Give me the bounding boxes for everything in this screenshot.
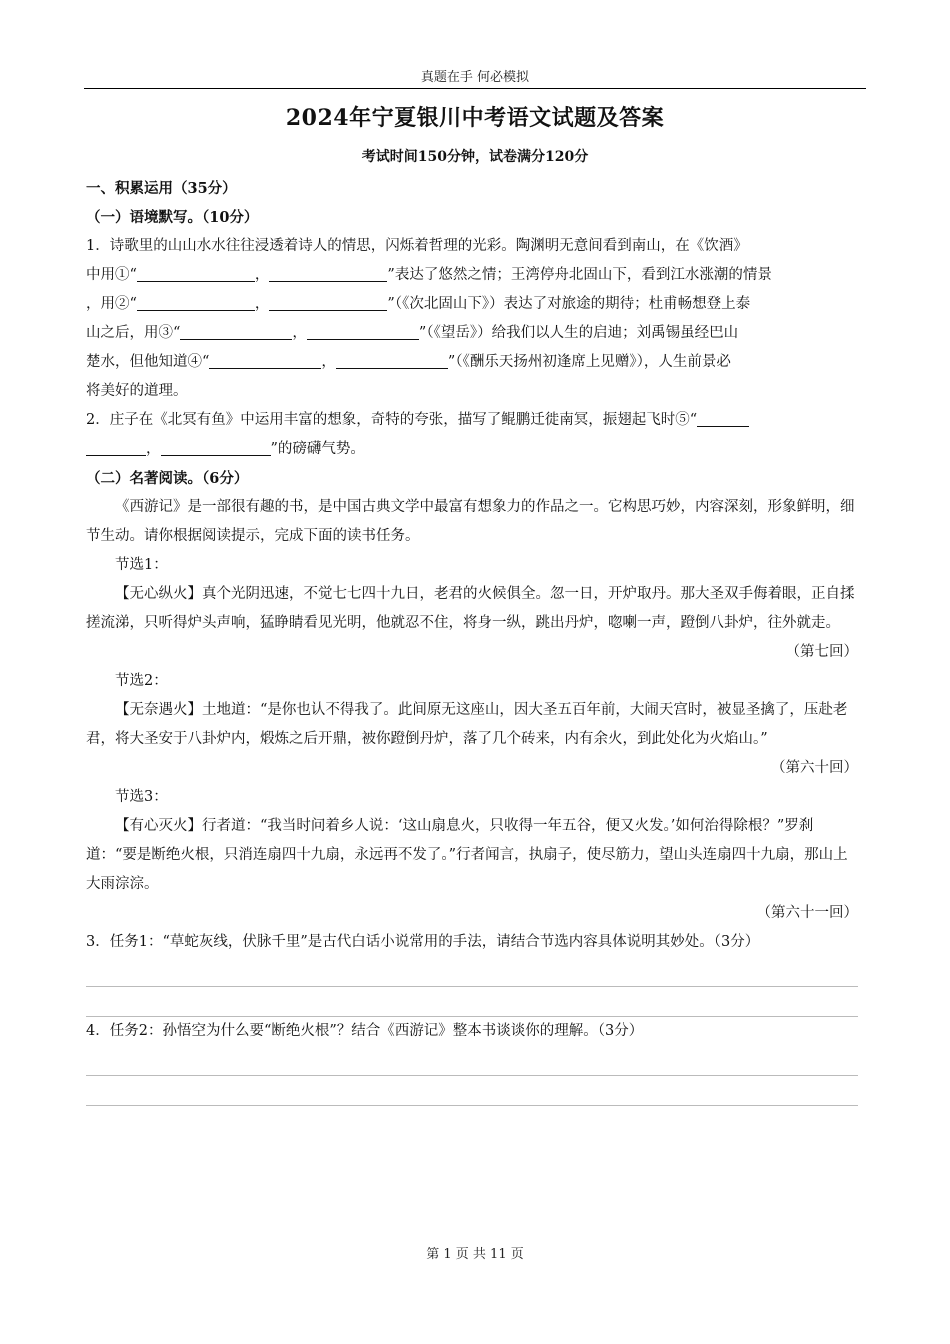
question-1-line-6: 将美好的道理。 — [86, 383, 188, 399]
answer-line[interactable] — [86, 987, 858, 1017]
answer-blank[interactable] — [137, 263, 255, 282]
header-rule — [84, 88, 866, 89]
question-1-line-4: 山之后，用③“ ， ”（《望岳》）给我们以人生的启迪；刘禹锡虽经巴山 — [86, 319, 858, 348]
question-2-line-1: 2．庄子在《北冥有鱼》中运用丰富的想象，奇特的夸张，描写了鲲鹏迁徙南冥，振翅起飞时⑤“ — [86, 406, 858, 435]
exam-body — [86, 174, 858, 1106]
answer-blank[interactable] — [180, 321, 292, 340]
question-4: 4．任务2：孙悟空为什么要“断绝火根”？结合《西游记》整本书谈谈你的理解。（3分） — [86, 1023, 644, 1039]
reading-intro: 《西游记》是一部很有趣的书，是中国古典文学中最富有想象力的作品之一。它构思巧妙，内容深刻，形象鲜明，细节生动。请你根据阅读提示，完成下面的读书任务。 — [86, 499, 855, 544]
excerpt-1-label: 节选1： — [115, 557, 168, 573]
question-1-line-2: 中用①“ ， ”表达了悠然之情；王湾停舟北固山下，看到江水涨潮的情景 — [86, 261, 858, 290]
answer-blank[interactable] — [269, 292, 387, 311]
question-2-line-2: ， ”的磅礴气势。 — [86, 435, 858, 464]
answer-blank[interactable] — [307, 321, 419, 340]
exam-info: 考试时间150分钟，试卷满分120分 — [361, 149, 589, 165]
part-heading-dictation: （一）语境默写。（10分） — [86, 209, 259, 226]
section-heading: 一、积累运用（35分） — [86, 180, 237, 197]
question-1-line-5: 楚水，但他知道④“ ， ”（《酬乐天扬州初逢席上见赠》），人生前景必 — [86, 348, 858, 377]
excerpt-1-source: （第七回） — [785, 644, 858, 660]
page-header: 真题在手 何必模拟 — [420, 70, 530, 85]
answer-line[interactable] — [86, 1046, 858, 1076]
excerpt-2-source: （第六十回） — [771, 760, 858, 776]
answer-blank[interactable] — [86, 437, 146, 456]
answer-blank[interactable] — [161, 437, 271, 456]
excerpt-2-label: 节选2： — [115, 673, 168, 689]
part-heading-reading: （二）名著阅读。（6分） — [86, 470, 249, 487]
question-1-line-1: 1．诗歌里的山山水水往往浸透着诗人的情思，闪烁着哲理的光彩。陶渊明无意间看到南山，在《饮酒》 — [86, 238, 748, 254]
answer-blank[interactable] — [269, 263, 387, 282]
document-title: 2024年宁夏银川中考语文试题及答案 — [285, 105, 665, 131]
answer-line[interactable] — [86, 957, 858, 987]
answer-line[interactable] — [86, 1076, 858, 1106]
answer-blank[interactable] — [137, 292, 255, 311]
excerpt-3-source: （第六十一回） — [756, 905, 858, 921]
page-number: 第 1 页 共 11 页 — [426, 1247, 524, 1262]
question-3: 3．任务1：“草蛇灰线，伏脉千里”是古代白话小说常用的手法，请结合节选内容具体说明其妙处。（3分） — [86, 934, 760, 950]
answer-blank[interactable] — [209, 350, 321, 369]
excerpt-1-text: 【无心纵火】真个光阴迅速，不觉七七四十九日，老君的火候俱全。忽一日，开炉取丹。那大圣双手侮着眼，正自揉搓流涕，只听得炉头声响，猛睁睛看见光明，他就忍不住，将身一纵，跳出丹炉，唿喇一声，蹬倒八卦炉，往外就走。 — [86, 586, 855, 631]
excerpt-3-label: 节选3： — [115, 789, 168, 805]
question-1-line-3: ，用②“ ， ”（《次北固山下》）表达了对旅途的期待；杜甫畅想登上泰 — [86, 290, 858, 319]
excerpt-2-text: 【无奈遇火】土地道：“是你也认不得我了。此间原无这座山，因大圣五百年前，大闹天宫时，被显圣擒了，压赴老君，将大圣安于八卦炉内，煅炼之后开鼎，被你蹬倒丹炉，落了几个砖来，内有余火，到此处化为火焰山。” — [86, 702, 848, 747]
excerpt-3-text: 【有心灭火】行者道：“我当时问着乡人说：‘这山扇息火，只收得一年五谷，便又火发。’如何治得除根？”罗刹道：“要是断绝火根，只消连扇四十九扇，永远再不发了。”行者闻言，执扇子，使尽筋力，望山头连扇四十九扇，那山上大雨淙淙。 — [86, 818, 848, 892]
answer-blank[interactable] — [697, 408, 749, 427]
answer-blank[interactable] — [336, 350, 448, 369]
